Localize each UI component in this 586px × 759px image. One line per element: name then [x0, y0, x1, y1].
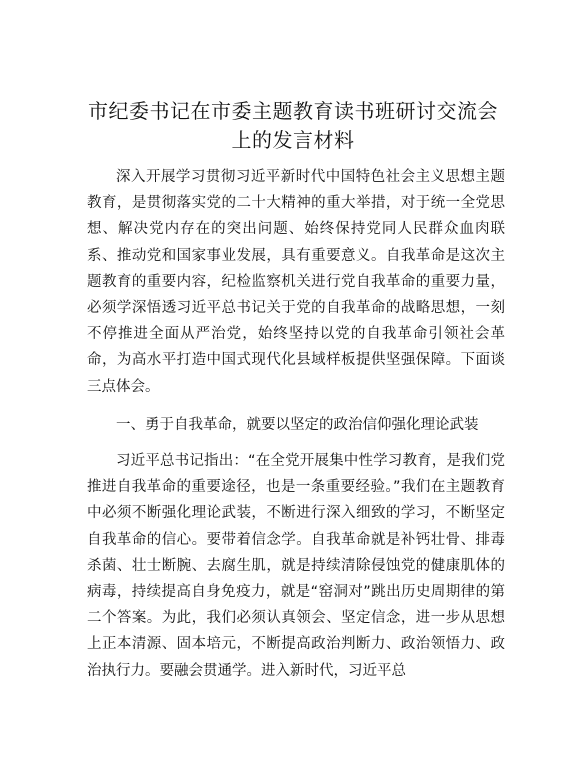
paragraph-intro: 深入开展学习贯彻习近平新时代中国特色社会主义思想主题教育，是贯彻落实党的二十大精神的重大举措，对于统一全党思想、解决党内存在的突出问题、始终保持党同人民群众血肉联系、推动党和国家事业发展，具有重要意义。自我革命是这次主题教育的重要内容，纪检监察机关进行党自我革命的重要力量，必须学深悟透习近平总书记关于党的自我革命的战略思想，一刻不停推进全面从严治党，始终坚持以党的自我革命引领社会革命，为高水平打造中国式现代化县域样板提供坚强保障。下面谈三点体会。	[87, 169, 505, 395]
title-line-2: 上的发言材料	[231, 128, 355, 152]
title-line-1: 市纪委书记在市委主题教育读书班研讨交流会	[88, 99, 498, 123]
document-body	[87, 164, 505, 684]
paragraph-section-1: 习近平总书记指出：“在全党开展集中性学习教育，是我们党推进自我革命的重要途径，也是一条重要经验。”我们在主题教育中必须不断强化理论武装，不断进行深入细致的学习，不断坚定自我革命的信心。要带着信念学。自我革命就是补钙壮骨、排毒杀菌、壮士断腕、去腐生肌，就是持续清除侵蚀党的健康肌体的病毒，持续提高自身免疫力，就是“窑洞对”跳出历史周期律的第二个答案。为此，我们必须认真领会、坚定信念，进一步从思想上正本清源、固本培元，不断提高政治判断力、政治领悟力、政治执行力。要融会贯通学。进入新时代，习近平总	[87, 453, 505, 679]
section-heading-1: 一、勇于自我革命，就要以坚定的政治信仰强化理论武装	[116, 416, 479, 433]
document-title	[60, 97, 526, 155]
